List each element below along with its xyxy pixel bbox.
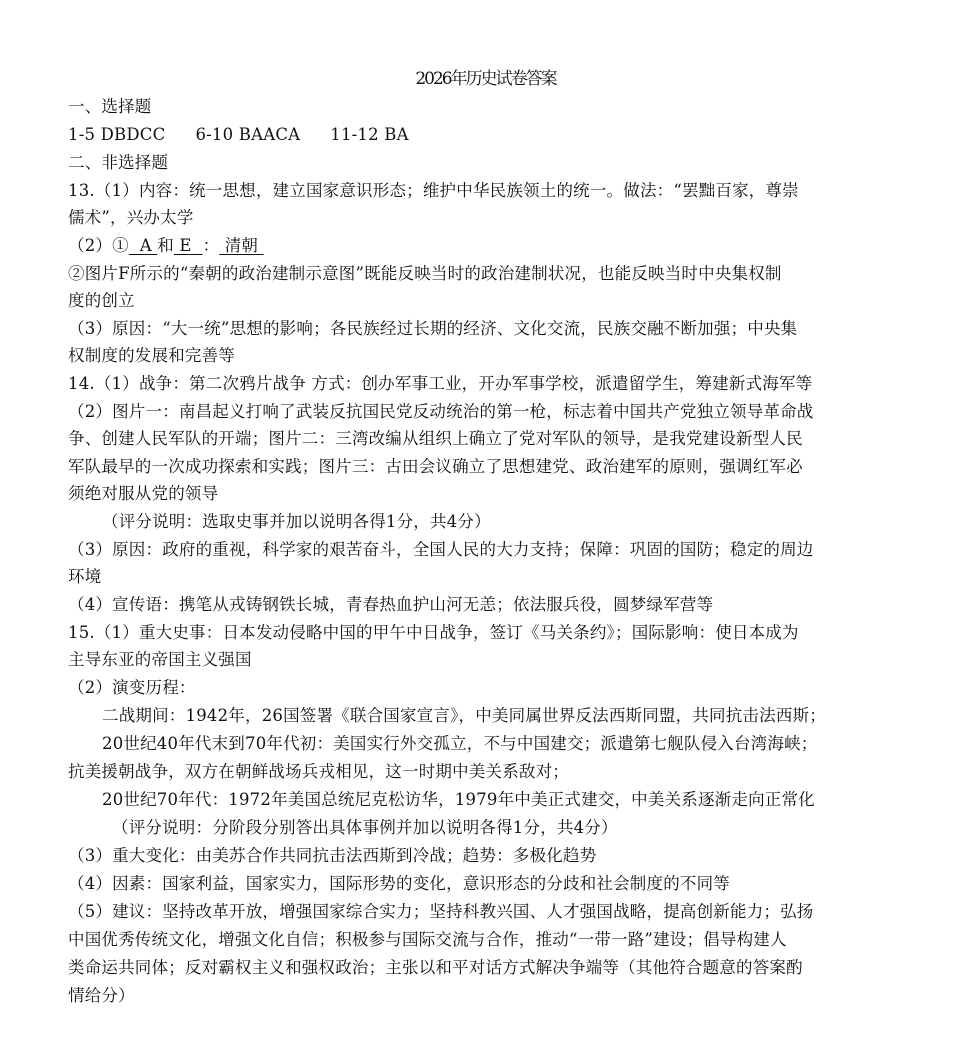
- q13-answer-a: A: [128, 236, 158, 255]
- q13-line-4: ②图片F所示的“秦朝的政治建制示意图”既能反映当时的政治建制状况，也能反映当时中央集权制: [68, 264, 782, 283]
- q13-line-5: 度的创立: [68, 291, 135, 310]
- mc-answers-1-5: 1-5 DBDCC: [68, 125, 166, 144]
- document-title: 2026年历史试卷答案: [415, 69, 556, 89]
- q14-line-2: （2）图片一：南昌起义打响了武装反抗国民党反动统治的第一枪，标志着中国共产党独立领导革命战: [68, 402, 814, 421]
- q15-line-6: 抗美援朝战争，双方在朝鲜战场兵戎相见，这一时期中美关系敌对；: [68, 762, 569, 781]
- q14-scoring-note: （评分说明：选取史事并加以说明各得1分，共4分）: [102, 512, 491, 531]
- q15-line-13: 情给分）: [68, 986, 135, 1005]
- q13-colon: ：: [202, 236, 220, 255]
- multiple-choice-answers: [68, 122, 409, 148]
- q15-line-1: 15.（1）重大史事：日本发动侵略中国的甲午中日战争，签订《马关条约》；国际影响：使日本成为: [68, 623, 799, 642]
- section-2-heading: 二、非选择题: [68, 153, 169, 172]
- q13-answer-dynasty: 清朝: [219, 236, 264, 255]
- q13-line-6: （3）原因：“大一统”思想的影响；各民族经过长期的经济、文化交流，民族交融不断加强；中央集: [68, 319, 798, 338]
- q14-line-7: 环境: [68, 567, 102, 586]
- q13-line-2: 儒术”，兴办太学: [68, 208, 194, 227]
- q15-line-5: 20世纪40年代末到70年代初：美国实行外交孤立，不与中国建交；派遣第七舰队侵入台湾海峡；: [102, 734, 818, 753]
- q15-line-11: 中国优秀传统文化，增强文化自信；积极参与国际交流与合作，推动“一带一路”建设；倡导构建人: [68, 930, 787, 949]
- q14-line-6: （3）原因：政府的重视，科学家的艰苦奋斗，全国人民的大力支持；保障：巩固的国防；稳定的周边: [68, 540, 814, 559]
- q14-line-1: 14.（1）战争：第二次鸦片战争 方式：创办军事工业，开办军事学校，派遣留学生，筹建新式海军等: [68, 374, 813, 393]
- q13-and: 和: [157, 236, 174, 255]
- q15-line-10: （5）建议：坚持改革开放，增强国家综合实力；坚持科教兴国、人才强国战略，提高创新能力；弘扬: [68, 902, 814, 921]
- q15-line-12: 类命运共同体；反对霸权主义和强权政治；主张以和平对话方式解决争端等（其他符合题意的答案酌: [68, 958, 803, 977]
- q13-line-1: 13.（1）内容：统一思想，建立国家意识形态；维护中华民族领土的统一。做法：“罢黜百家，尊崇: [68, 181, 799, 200]
- mc-answers-6-10: 6-10 BAACA: [195, 125, 301, 144]
- q14-line-8: （4）宣传语：携笔从戎铸钢铁长城，青春热血护山河无恙；依法服兵役，圆梦绿军营等: [68, 595, 714, 614]
- q15-line-9: （4）因素：国家利益，国家实力，国际形势的变化，意识形态的分歧和社会制度的不同等: [68, 874, 730, 893]
- q15-line-8: （3）重大变化：由美苏合作共同抗击法西斯到冷战；趋势：多极化趋势: [68, 846, 597, 865]
- q15-line-7: 20世纪70年代：1972年美国总统尼克松访华，1979年中美正式建交，中美关系逐渐走向正常化: [102, 790, 815, 809]
- q14-line-3: 争、创建人民军队的开端；图片二：三湾改编从组织上确立了党对军队的领导，是我党建设新型人民: [68, 429, 803, 448]
- q13-answer-e: E: [173, 236, 203, 255]
- mc-answers-11-12: 11-12 BA: [330, 125, 409, 144]
- q14-line-4: 军队最早的一次成功探索和实践；图片三：古田会议确立了思想建党、政治建军的原则，强调红军必: [68, 457, 803, 476]
- q15-scoring-note: （评分说明：分阶段分别答出具体事例并加以说明各得1分，共4分）: [112, 818, 618, 837]
- q13-line-7: 权制度的发展和完善等: [68, 346, 235, 365]
- q15-line-3: （2）演变历程：: [68, 678, 196, 697]
- q13-part2-answer: [68, 233, 264, 259]
- q13-part2-label: （2）①: [68, 236, 129, 255]
- q14-line-5: 须绝对服从党的领导: [68, 484, 219, 503]
- q15-line-2: 主导东亚的帝国主义强国: [68, 650, 252, 669]
- q15-line-4: 二战期间：1942年，26国签署《联合国家宣言》，中美同属世界反法西斯同盟，共同抗击法西斯；: [102, 706, 826, 725]
- section-1-heading: 一、选择题: [68, 97, 152, 116]
